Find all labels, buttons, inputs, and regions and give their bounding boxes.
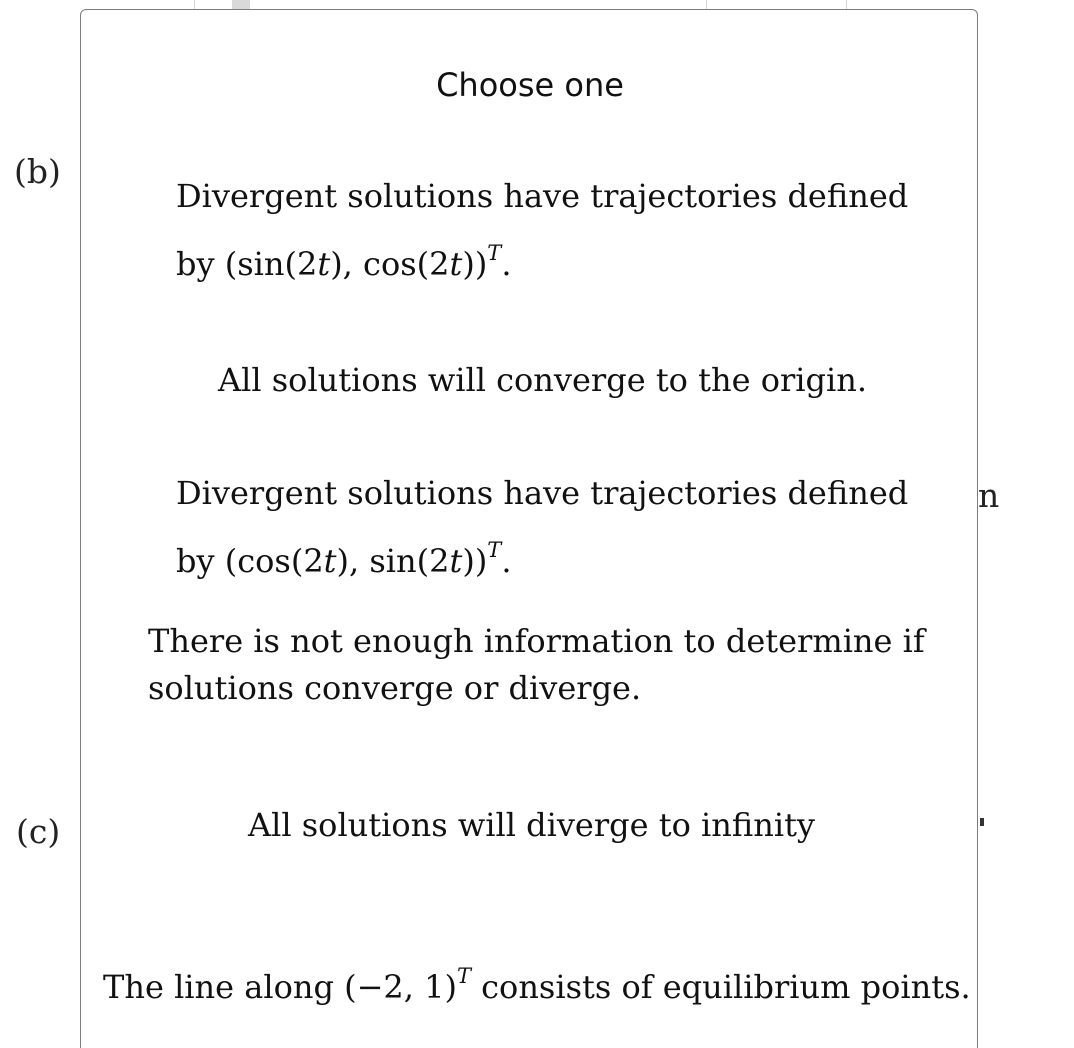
option-converge-origin[interactable] xyxy=(218,352,867,409)
option-divergent-cos-sin[interactable] xyxy=(176,465,908,590)
option-not-enough-information[interactable] xyxy=(148,618,925,712)
part-c-label: (c) xyxy=(16,812,61,851)
option-divergent-sin-cos[interactable] xyxy=(176,168,908,293)
option-text-line: All solutions will diverge to infinity xyxy=(248,806,815,844)
option-text-line: There is not enough information to determine if xyxy=(148,622,925,660)
option-text-line: All solutions will converge to the origin. xyxy=(218,361,867,399)
background-divider xyxy=(846,0,847,9)
background-divider xyxy=(194,0,195,9)
option-text-line: by (cos(2t), sin(2t))$^T$. xyxy=(176,538,512,580)
option-equilibrium-line[interactable] xyxy=(103,948,971,1016)
option-text-line: The line along (−2, 1)$^T$ consists of equilibrium points. xyxy=(103,964,971,1006)
background-text-fragment xyxy=(980,818,984,826)
option-text-line: solutions converge or diverge. xyxy=(148,669,642,707)
background-text-fragment: n xyxy=(978,476,1000,515)
option-text-line: by (sin(2t), cos(2t))$^T$. xyxy=(176,241,512,283)
background-divider xyxy=(706,0,707,9)
option-text-line: Divergent solutions have trajectories defined xyxy=(176,474,909,512)
choose-one-popup xyxy=(80,9,978,1048)
popup-title: Choose one xyxy=(436,66,624,104)
option-text-line: Divergent solutions have trajectories defined xyxy=(176,177,909,215)
part-b-label: (b) xyxy=(14,152,61,191)
background-fragment xyxy=(232,0,250,9)
option-diverge-infinity[interactable] xyxy=(248,797,815,854)
